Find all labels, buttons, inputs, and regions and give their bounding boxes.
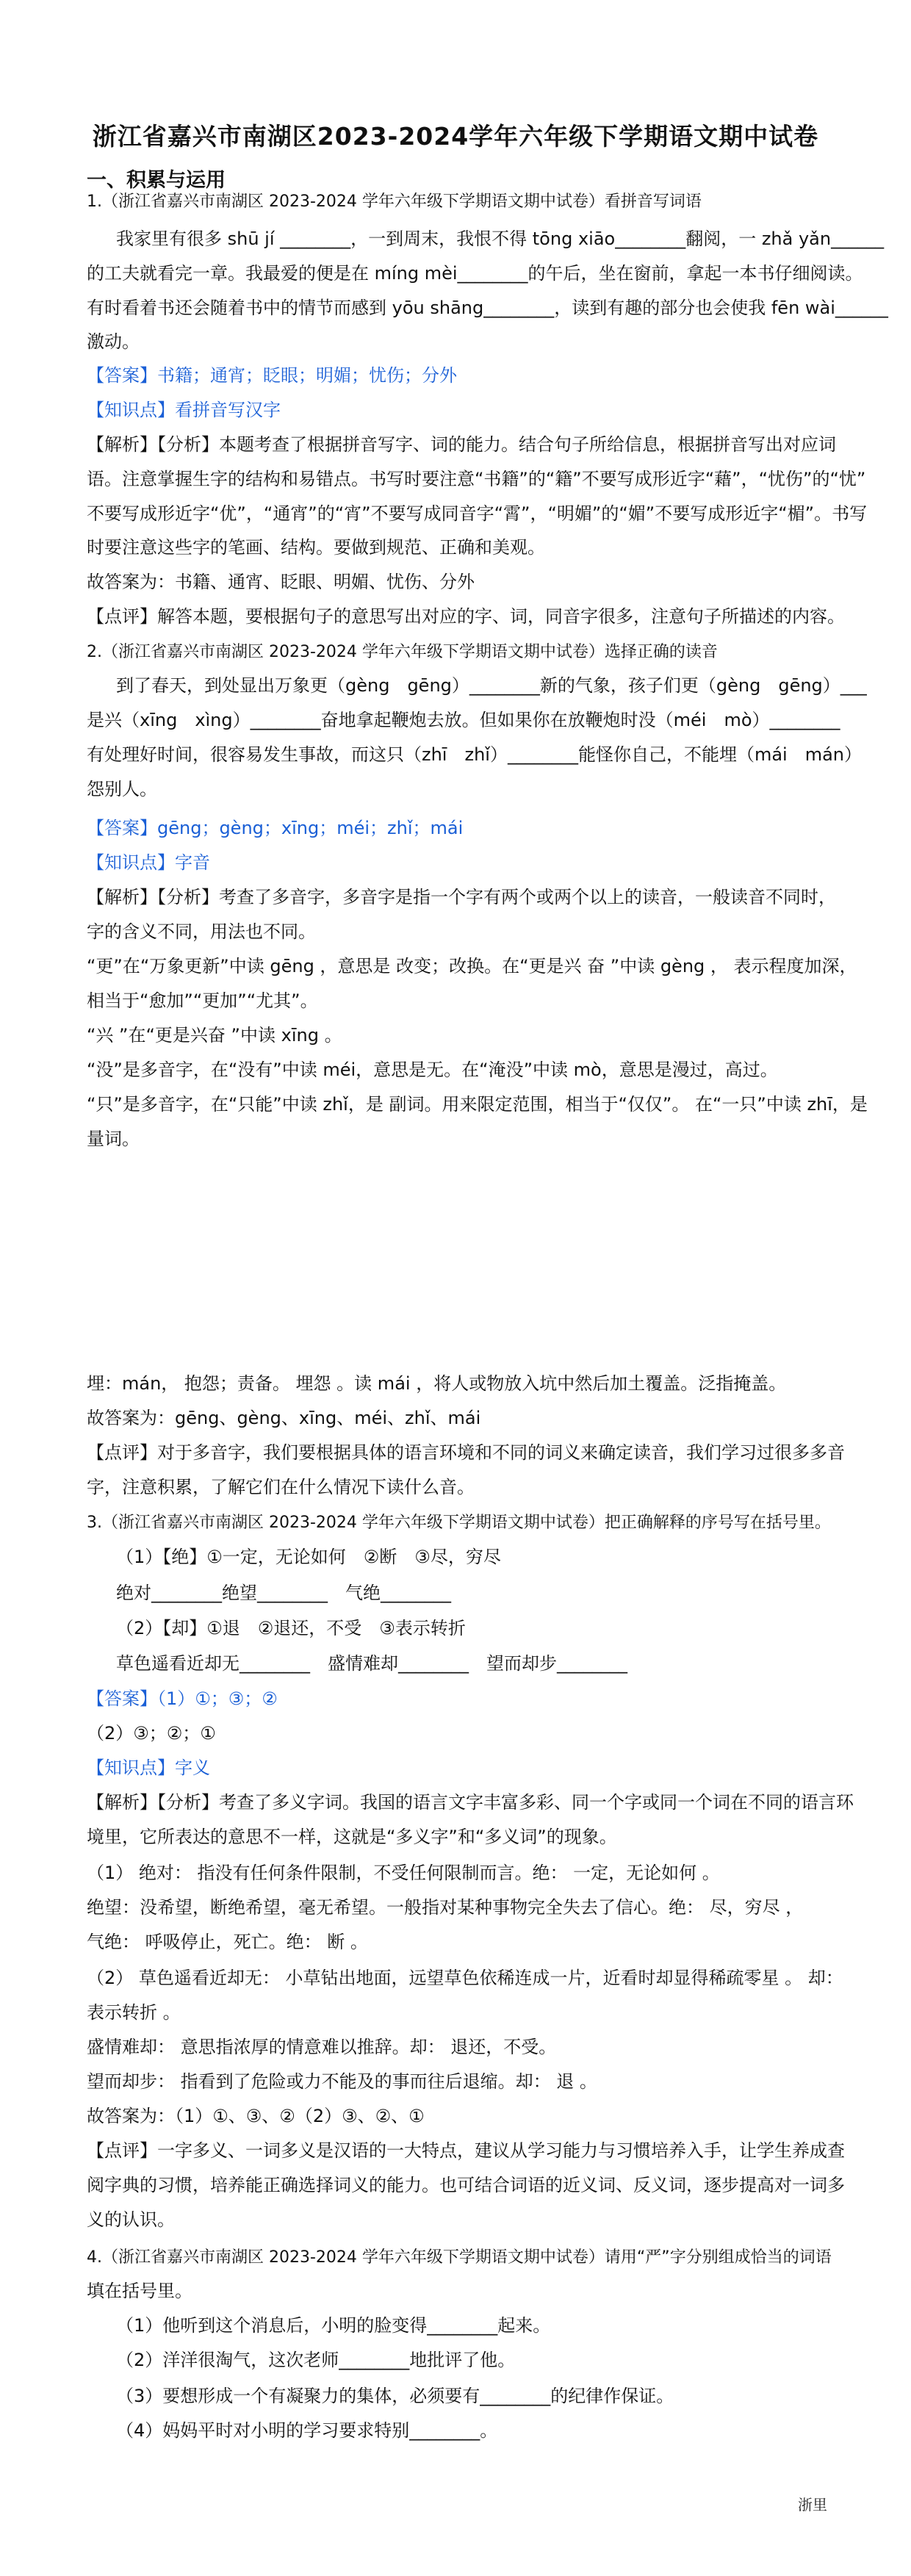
analysis-line: 【解析】【分析】本题考查了根据拼音写字、词的能力。结合句子所给信息，根据拼音写出对应词: [87, 434, 836, 455]
question-4-header: 4.（浙江省嘉兴市南湖区 2023-2024 学年六年级下学期语文期中试卷）请用“严”字分别组成恰当的词语: [87, 2248, 832, 2267]
answer-summary-line: 故答案为：gēng、gèng、xīng、méi、zhǐ、mái: [87, 1408, 481, 1428]
question-2-header: 2.（浙江省嘉兴市南湖区 2023-2024 学年六年级下学期语文期中试卷）选择正确的读音: [87, 643, 718, 661]
knowledge-point-line: 【知识点】字义: [87, 1757, 210, 1778]
analysis-line: “兴 ”在“更是兴奋 ”中读 xīng 。: [87, 1025, 342, 1046]
analysis-line: 表示转折 。: [87, 2002, 181, 2023]
analysis-line: 语。注意掌握生字的结构和易错点。书写时要注意“书籍”的“籍”不要写成形近字“藉”，“忧伤”的“忧”: [87, 469, 866, 489]
page-title: 浙江省嘉兴市南湖区2023-2024学年六年级下学期语文期中试卷: [92, 122, 819, 151]
analysis-line: 【解析】【分析】考查了多义字词。我国的语言文字丰富多彩、同一个字或同一个词在不同的语言环: [87, 1792, 854, 1813]
question-3-text: 草色遥看近却无________ 盛情难却________ 望而却步________: [116, 1653, 627, 1674]
question-4-item: （3）要想形成一个有凝聚力的集体，必须要有________的纪律作保证。: [116, 2386, 674, 2406]
comment-line: 【点评】一字多义、一词多义是汉语的一大特点，建议从学习能力与习惯培养入手，让学生养成查: [87, 2140, 845, 2161]
knowledge-point-line: 【知识点】字音: [87, 852, 210, 873]
question-4-item: （2）洋洋很淘气，这次老师________地批评了他。: [116, 2350, 516, 2370]
question-4-header: 填在括号里。: [87, 2281, 192, 2301]
analysis-line: （2） 草色遥看近却无： 小草钻出地面，远望草色依稀连成一片，近看时却显得稀疏零星 。 却：: [87, 1968, 843, 1988]
analysis-line: 【解析】【分析】考查了多音字，多音字是指一个字有两个或两个以上的读音，一般读音不同时，: [87, 887, 836, 907]
knowledge-point-line: 【知识点】看拼音写汉字: [87, 400, 281, 420]
analysis-line: 字的含义不同，用法也不同。: [87, 921, 316, 942]
analysis-line: 境里，它所表达的意思不一样，这就是“多义字”和“多义词”的现象。: [87, 1827, 617, 1847]
answer-line: 【答案】（1）①；③；②: [87, 1688, 278, 1709]
question-1-text: 的工夫就看完一章。我最爱的便是在 míng mèi________的午后，坐在窗前，拿起一本书仔细阅读。: [87, 263, 863, 284]
analysis-line: 相当于“愈加”“更加”“尤其”。: [87, 990, 318, 1011]
question-3-text: （1）【绝】①一定，无论如何 ②断 ③尽，穷尽: [116, 1547, 501, 1567]
analysis-line: 绝望：没希望，断绝希望，毫无希望。一般指对某种事物完全失去了信心。绝： 尽，穷尽 ，: [87, 1897, 804, 1918]
question-4-item: （4）妈妈平时对小明的学习要求特别________。: [116, 2420, 498, 2441]
comment-line: 阅字典的习惯，培养能正确选择词义的能力。也可结合词语的近义词、反义词，逐步提高对一词多: [87, 2175, 845, 2195]
answer-summary-line: 故答案为：书籍、通宵、眨眼、明媚、忧伤、分外: [87, 572, 475, 592]
answer-line: 【答案】书籍；通宵；眨眼；明媚；忧伤；分外: [87, 365, 457, 386]
question-2-text: 到了春天，到处显出万象更（gèng gēng）________新的气象，孩子们更（gèng gēng）___: [116, 675, 867, 696]
analysis-line: 盛情难却： 意思指浓厚的情意难以推辞。却： 退还，不受。: [87, 2037, 557, 2057]
analysis-line: 不要写成形近字“优”，“通宵”的“宵”不要写成同音字“霄”，“明媚”的“媚”不要写成形近字“楣”。书写: [87, 503, 868, 524]
question-2-text: 怨别人。: [87, 779, 157, 799]
comment-line: 【点评】解答本题，要根据句子的意思写出对应的字、词，同音字很多，注意句子所描述的内容。: [87, 606, 845, 627]
answer-line: 【答案】gēng；gèng；xīng；méi；zhǐ；mái: [87, 818, 464, 838]
question-1-header: 1.（浙江省嘉兴市南湖区 2023-2024 学年六年级下学期语文期中试卷）看拼音写词语: [87, 193, 702, 211]
question-1-text: 激动。: [87, 331, 140, 352]
analysis-line: 望而却步： 指看到了危险或力不能及的事而往后退缩。却： 退 。: [87, 2071, 597, 2092]
question-3-text: （2）【却】①退 ②退还，不受 ③表示转折: [116, 1618, 466, 1638]
comment-line: 义的认识。: [87, 2209, 175, 2230]
question-3-header: 3.（浙江省嘉兴市南湖区 2023-2024 学年六年级下学期语文期中试卷）把正确解释的序号写在括号里。: [87, 1514, 831, 1532]
question-1-text: 我家里有很多 shū jí ________，一到周末，我恨不得 tōng xiāo________翻阅，一 zhǎ yǎn______: [116, 229, 885, 249]
question-4-item: （1）他听到这个消息后，小明的脸变得________起来。: [116, 2315, 551, 2336]
analysis-line: “没”是多音字，在“没有”中读 méi，意思是无。在“淹没”中读 mò，意思是漫过，高过。: [87, 1059, 778, 1080]
comment-line: 【点评】对于多音字，我们要根据具体的语言环境和不同的词义来确定读音，我们学习过很多多音: [87, 1442, 845, 1463]
analysis-line: “更”在“万象更新”中读 gēng ，意思是 改变；改换。在“更是兴 奋 ”中读 gèng ， 表示程度加深，: [87, 956, 857, 976]
analysis-line: 气绝： 呼吸停止，死亡。绝： 断 。: [87, 1932, 368, 1952]
question-3-text: 绝对________绝望________ 气绝________: [116, 1583, 451, 1603]
analysis-line: “只”是多音字，在“只能”中读 zhǐ，是 副词。用来限定范围，相当于“仅仅”。 在“一只”中读 zhī，是: [87, 1094, 868, 1115]
section-heading: 一、积累与运用: [87, 169, 226, 192]
page-footer: 浙里: [798, 2496, 827, 2514]
question-2-text: 有处理好时间，很容易发生事故，而这只（zhī zhǐ）________能怪你自己，不能埋（mái mán）: [87, 744, 863, 765]
answer-summary-line: 故答案为：（1）①、③、②（2）③、②、①: [87, 2106, 425, 2126]
analysis-line: 时要注意这些字的笔画、结构。要做到规范、正确和美观。: [87, 537, 545, 558]
question-2-text: 是兴（xīng xìng）________奋地拿起鞭炮去放。但如果你在放鞭炮时没（méi mò）________: [87, 710, 840, 730]
analysis-line: 埋：mán， 抱怨；责备。 埋怨 。读 mái ，将人或物放入坑中然后加土覆盖。泛指掩盖。: [87, 1373, 787, 1394]
analysis-line: 量词。: [87, 1129, 140, 1149]
comment-line: 字，注意积累，了解它们在什么情况下读什么音。: [87, 1477, 475, 1497]
answer-line: （2）③；②；①: [87, 1723, 216, 1744]
question-1-text: 有时看着书还会随着书中的情节而感到 yōu shāng________，读到有趣的部分也会使我 fēn wài______: [87, 298, 888, 318]
analysis-line: （1） 绝对： 指没有任何条件限制，不受任何限制而言。绝： 一定，无论如何 。: [87, 1863, 720, 1883]
